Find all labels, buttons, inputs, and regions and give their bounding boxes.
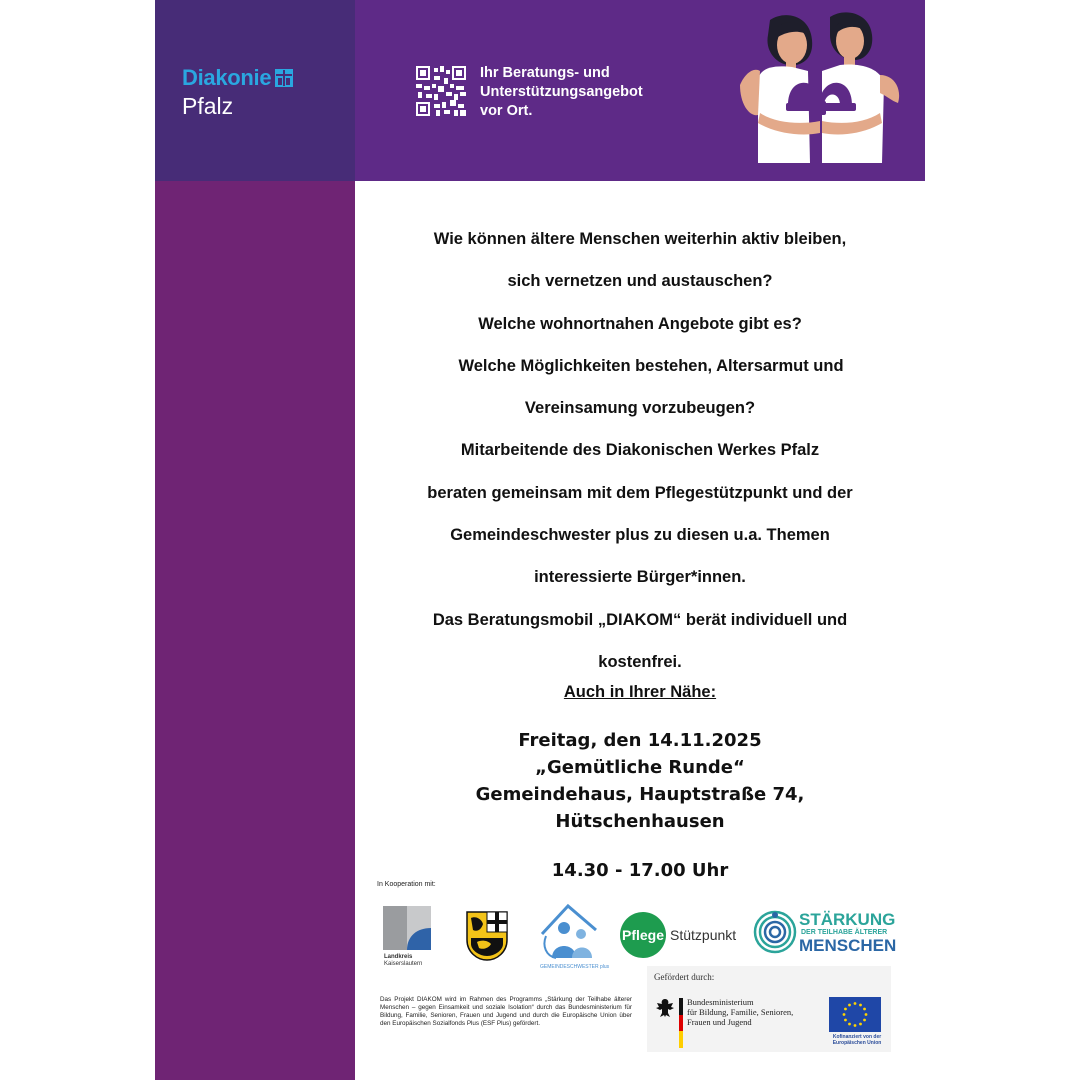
eu-star (863, 1008, 866, 1011)
eu-line: Europäischen Union (832, 1040, 882, 1046)
ministry-name (687, 997, 793, 1027)
eu-flag-icon (829, 997, 881, 1032)
german-flag-bar (679, 998, 683, 1048)
paragraph-line: interessierte Bürger*innen. (534, 568, 746, 587)
highlight-heading: Auch in Ihrer Nähe: (563, 683, 717, 701)
ministry-line: für Bildung, Familie, Senioren, (687, 1007, 794, 1017)
paragraph-line: Wie können ältere Menschen weiterhin aktiv bleiben, (433, 230, 847, 248)
event-date: Freitag, den 14.11.2025 (518, 730, 762, 751)
left-color-stripe (155, 181, 355, 1080)
eu-star (848, 1023, 851, 1026)
eu-cofunding-text (827, 1034, 887, 1046)
funding-note: Das Projekt DIAKOM wird im Rahmen des Programms „Stärkung der Teilhabe älterer Menschen – gegen Einsamkeit und soziale Isolation“ durch das Bundesministerium für Bildung, Familie, Senioren, Frauen und Jugend und durch die Europäische Union über den Europäischen Sozialfonds Plus (ESF Plus) gefördert. (380, 996, 632, 1027)
paragraph-line: Welche wohnortnahen Angebote gibt es? (478, 314, 802, 333)
coat-of-arms-icon (465, 910, 509, 962)
eu-star (844, 1019, 847, 1022)
paragraph-line: kostenfrei. (598, 652, 682, 671)
staerkung-logo (753, 907, 897, 957)
qr-code-icon[interactable] (416, 66, 466, 116)
eu-star (854, 1002, 857, 1005)
landkreis-line: Landkreis (384, 954, 413, 960)
event-venue: Gemeindehaus, Hauptstraße 74, (475, 784, 805, 805)
ministry-line: Bundesministerium (687, 997, 754, 1007)
staerkung-line3: MENSCHEN (799, 936, 897, 955)
event-details (380, 727, 900, 835)
pflege-badge: Pflege (620, 912, 666, 958)
pflegestuetzpunkt-logo (620, 912, 736, 958)
event-town: Hütschenhausen (555, 811, 725, 832)
eu-star (843, 1013, 846, 1016)
staerkung-line1: STÄRKUNG (799, 910, 896, 929)
landkreis-logo (381, 906, 437, 972)
event-title: „Gemütliche Runde“ (535, 757, 745, 778)
paragraph-line: beraten gemeinsam mit dem Pflegestützpunkt und der (427, 483, 853, 502)
brand-region: Pfalz (182, 93, 234, 119)
funding-label: Gefördert durch: (654, 972, 715, 982)
paragraph-line: Das Beratungsmobil „DIAKOM“ berät individuell und (432, 610, 848, 629)
main-paragraph (380, 218, 900, 683)
diakonie-cross-icon (275, 69, 293, 87)
concentric-circles-icon (753, 910, 797, 954)
paragraph-line: sich vernetzen und austauschen? (507, 272, 773, 291)
eu-star (863, 1019, 866, 1022)
eu-star (859, 1004, 862, 1007)
eu-star (848, 1004, 851, 1007)
brand-name: Diakonie (182, 65, 272, 90)
gemeindeschwester-logo (536, 900, 610, 974)
gemeindeschwester-text: GEMEINDESCHWESTER plus (540, 964, 610, 970)
people-hugging-illustration (730, 5, 910, 165)
ministry-line: Frauen und Jugend (687, 1017, 752, 1027)
partners-label: In Kooperation mit: (377, 881, 436, 888)
tagline-line: vor Ort. (480, 103, 533, 119)
eu-star (865, 1013, 868, 1016)
eu-star (844, 1008, 847, 1011)
header-tagline (480, 64, 643, 121)
landkreis-line: Kaiserslautern (384, 961, 423, 967)
paragraph-line: Vereinsamung vorzubeugen? (524, 399, 756, 418)
house-family-icon (536, 900, 606, 962)
paragraph-line: Welche Möglichkeiten bestehen, Altersarmut und (458, 356, 844, 375)
eagle-icon (655, 998, 675, 1018)
eu-line: Kofinanziert von der (832, 1034, 882, 1040)
staerkung-line2: DER TEILHABE ÄLTERER (801, 929, 888, 936)
paragraph-line: Gemeindeschwester plus zu diesen u.a. Themen (450, 526, 830, 545)
brand-logo (182, 65, 293, 120)
eu-star (859, 1023, 862, 1026)
eu-star (854, 1024, 857, 1027)
pflege-word: Stützpunkt (670, 927, 737, 943)
tagline-line: Unterstützungsangebot (480, 84, 643, 100)
landkreis-mark-icon (381, 906, 437, 952)
tagline-line: Ihr Beratungs- und (480, 65, 610, 81)
event-time: 14.30 - 17.00 Uhr (551, 860, 729, 881)
paragraph-line: Mitarbeitende des Diakonischen Werkes Pfalz (460, 441, 820, 460)
